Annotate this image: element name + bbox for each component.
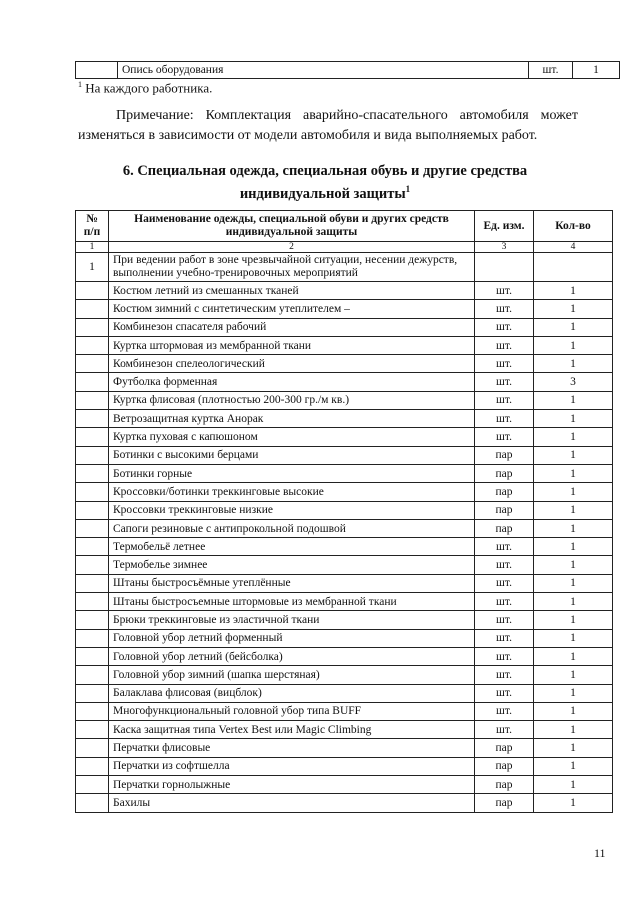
header-qty: Кол-во bbox=[534, 211, 613, 242]
table-row bbox=[76, 464, 613, 482]
row-qty-cell: 3 bbox=[534, 373, 613, 391]
row-number-cell bbox=[76, 464, 109, 482]
row-unit-cell: шт. bbox=[475, 684, 534, 702]
row-name-cell: Футболка форменная bbox=[109, 373, 475, 391]
row-number-cell bbox=[76, 519, 109, 537]
row-name-cell: Костюм летний из смешанных тканей bbox=[109, 282, 475, 300]
row-qty-cell: 1 bbox=[534, 446, 613, 464]
row-name-cell: Комбинезон спасателя рабочий bbox=[109, 318, 475, 336]
row-number-cell bbox=[76, 776, 109, 794]
row-unit-cell: шт. bbox=[475, 574, 534, 592]
table-row bbox=[76, 684, 613, 702]
row-qty-cell: 1 bbox=[534, 336, 613, 354]
row-qty-cell: 1 bbox=[534, 721, 613, 739]
row-name-cell: Термобелье зимнее bbox=[109, 556, 475, 574]
row-unit-cell: шт. bbox=[475, 391, 534, 409]
row-unit-cell: пар bbox=[475, 757, 534, 775]
column-number: 3 bbox=[475, 242, 534, 253]
row-number-cell bbox=[76, 391, 109, 409]
table-row bbox=[76, 446, 613, 464]
footnote-text: На каждого работника. bbox=[85, 80, 213, 96]
row-unit-cell: шт. bbox=[475, 611, 534, 629]
header-name: Наименование одежды, специальной обуви и других средств индивидуальной защиты bbox=[109, 211, 475, 242]
table-row bbox=[76, 611, 613, 629]
row-number-cell bbox=[76, 721, 109, 739]
ppe-table bbox=[75, 210, 613, 813]
row-number-cell bbox=[76, 501, 109, 519]
row-name-cell: Штаны быстросъёмные утеплённые bbox=[109, 574, 475, 592]
row-name-cell: Термобельё летнее bbox=[109, 538, 475, 556]
row-qty-cell: 1 bbox=[534, 538, 613, 556]
row-number-cell bbox=[76, 629, 109, 647]
section-row-text: При ведении работ в зоне чрезвычайной ситуации, несении дежурств, выполнении учебно-тренировочных мероприятий bbox=[109, 253, 475, 282]
row-unit-cell: шт. bbox=[475, 538, 534, 556]
row-name-cell: Брюки треккинговые из эластичной ткани bbox=[109, 611, 475, 629]
table-row bbox=[76, 62, 620, 79]
table-row bbox=[76, 629, 613, 647]
row-name-cell: Многофункциональный головной убор типа BUFF bbox=[109, 702, 475, 720]
row-number-cell bbox=[76, 794, 109, 812]
table-header-row bbox=[76, 211, 613, 242]
row-unit-cell: шт. bbox=[475, 721, 534, 739]
table-row bbox=[76, 373, 613, 391]
row-qty-cell: 1 bbox=[534, 629, 613, 647]
row-unit-cell: пар bbox=[475, 446, 534, 464]
row-qty-cell: 1 bbox=[534, 519, 613, 537]
row-number-cell bbox=[76, 336, 109, 354]
table-row bbox=[76, 739, 613, 757]
row-qty-cell: 1 bbox=[534, 391, 613, 409]
section-row-number: 1 bbox=[76, 253, 109, 282]
row-unit-cell: пар bbox=[475, 464, 534, 482]
table-row bbox=[76, 776, 613, 794]
row-name-cell: Ботинки с высокими берцами bbox=[109, 446, 475, 464]
row-name-cell: Сапоги резиновые с антипрокольной подошвой bbox=[109, 519, 475, 537]
table-row bbox=[76, 391, 613, 409]
table-row bbox=[76, 282, 613, 300]
row-unit-cell: шт. bbox=[475, 629, 534, 647]
row-unit-cell: шт. bbox=[475, 282, 534, 300]
row-qty-cell: 1 bbox=[534, 776, 613, 794]
section-row-qty bbox=[534, 253, 613, 282]
row-qty-cell: 1 bbox=[534, 501, 613, 519]
section-title: 6. Специальная одежда, специальная обувь и другие средства индивидуальной защиты bbox=[122, 163, 528, 202]
table-row bbox=[76, 647, 613, 665]
row-number-cell bbox=[76, 684, 109, 702]
row-name-cell: Бахилы bbox=[109, 794, 475, 812]
table-row bbox=[76, 410, 613, 428]
row-qty-cell: 1 bbox=[534, 666, 613, 684]
equipment-table-tail bbox=[75, 61, 620, 79]
section-footnote-mark: 1 bbox=[405, 184, 411, 194]
row-unit-cell: шт. bbox=[529, 62, 573, 79]
column-number: 2 bbox=[109, 242, 475, 253]
row-name-cell: Кроссовки/ботинки треккинговые высокие bbox=[109, 483, 475, 501]
row-number-cell bbox=[76, 647, 109, 665]
row-name-cell: Ботинки горные bbox=[109, 464, 475, 482]
header-unit: Ед. изм. bbox=[475, 211, 534, 242]
row-unit-cell: пар bbox=[475, 739, 534, 757]
footnote bbox=[78, 80, 212, 96]
row-unit-cell: пар bbox=[475, 794, 534, 812]
row-name-cell: Опись оборудования bbox=[118, 62, 529, 79]
table-row bbox=[76, 501, 613, 519]
table-row bbox=[76, 336, 613, 354]
row-qty-cell: 1 bbox=[534, 464, 613, 482]
row-number-cell bbox=[76, 282, 109, 300]
row-name-cell: Головной убор летний (бейсболка) bbox=[109, 647, 475, 665]
row-name-cell: Кроссовки треккинговые низкие bbox=[109, 501, 475, 519]
row-name-cell: Перчатки горнолыжные bbox=[109, 776, 475, 794]
row-unit-cell: шт. bbox=[475, 556, 534, 574]
row-unit-cell: пар bbox=[475, 501, 534, 519]
row-qty-cell: 1 bbox=[534, 593, 613, 611]
row-number-cell bbox=[76, 373, 109, 391]
row-number-cell bbox=[76, 757, 109, 775]
row-name-cell: Головной убор летний форменный bbox=[109, 629, 475, 647]
row-qty-cell: 1 bbox=[534, 794, 613, 812]
row-unit-cell: шт. bbox=[475, 647, 534, 665]
column-number: 1 bbox=[76, 242, 109, 253]
table-body bbox=[76, 253, 613, 813]
section-row bbox=[76, 253, 613, 282]
row-qty-cell: 1 bbox=[534, 483, 613, 501]
table-row bbox=[76, 300, 613, 318]
row-qty-cell: 1 bbox=[534, 739, 613, 757]
row-number-cell bbox=[76, 446, 109, 464]
row-unit-cell: шт. bbox=[475, 355, 534, 373]
row-unit-cell: пар bbox=[475, 776, 534, 794]
row-number-cell bbox=[76, 611, 109, 629]
row-qty-cell: 1 bbox=[534, 702, 613, 720]
row-unit-cell: шт. bbox=[475, 300, 534, 318]
row-qty-cell: 1 bbox=[534, 611, 613, 629]
row-number-cell bbox=[76, 355, 109, 373]
note-paragraph: Примечание: Комплектация аварийно-спасательного автомобиля может изменяться в зависимости от модели автомобиля и вида выполняемых работ. bbox=[78, 108, 578, 143]
row-number-cell bbox=[76, 428, 109, 446]
row-unit-cell: пар bbox=[475, 519, 534, 537]
table-row bbox=[76, 483, 613, 501]
row-name-cell: Головной убор зимний (шапка шерстяная) bbox=[109, 666, 475, 684]
table-row bbox=[76, 318, 613, 336]
row-name-cell: Комбинезон спелеологический bbox=[109, 355, 475, 373]
row-unit-cell: шт. bbox=[475, 336, 534, 354]
table-row bbox=[76, 593, 613, 611]
table-row bbox=[76, 666, 613, 684]
table-row bbox=[76, 428, 613, 446]
row-qty-cell: 1 bbox=[534, 355, 613, 373]
row-name-cell: Перчатки из софтшелла bbox=[109, 757, 475, 775]
row-number-cell bbox=[76, 538, 109, 556]
row-number-cell bbox=[76, 739, 109, 757]
section-row-unit bbox=[475, 253, 534, 282]
table-row bbox=[76, 702, 613, 720]
row-unit-cell: шт. bbox=[475, 666, 534, 684]
row-qty-cell: 1 bbox=[534, 757, 613, 775]
row-number-cell bbox=[76, 300, 109, 318]
row-name-cell: Куртка флисовая (плотностью 200-300 гр./м кв.) bbox=[109, 391, 475, 409]
page-number: 11 bbox=[594, 846, 606, 860]
row-number-cell bbox=[76, 574, 109, 592]
row-qty-cell: 1 bbox=[534, 428, 613, 446]
row-name-cell: Куртка пуховая с капюшоном bbox=[109, 428, 475, 446]
row-qty-cell: 1 bbox=[534, 647, 613, 665]
row-name-cell: Костюм зимний с синтетическим утеплителем – bbox=[109, 300, 475, 318]
row-number-cell bbox=[76, 410, 109, 428]
row-number-cell bbox=[76, 556, 109, 574]
row-qty-cell: 1 bbox=[534, 300, 613, 318]
footnote-mark: 1 bbox=[78, 80, 82, 89]
row-unit-cell: шт. bbox=[475, 428, 534, 446]
row-number-cell bbox=[76, 62, 118, 79]
column-number: 4 bbox=[534, 242, 613, 253]
section-heading bbox=[100, 162, 550, 203]
row-number-cell bbox=[76, 666, 109, 684]
row-number-cell bbox=[76, 483, 109, 501]
row-qty-cell: 1 bbox=[534, 574, 613, 592]
table-row bbox=[76, 574, 613, 592]
row-name-cell: Ветрозащитная куртка Анорак bbox=[109, 410, 475, 428]
table-row bbox=[76, 519, 613, 537]
table-row bbox=[76, 556, 613, 574]
table-row bbox=[76, 355, 613, 373]
row-qty-cell: 1 bbox=[534, 684, 613, 702]
row-qty-cell: 1 bbox=[534, 410, 613, 428]
row-qty-cell: 1 bbox=[534, 282, 613, 300]
column-number-row bbox=[76, 242, 613, 253]
row-unit-cell: шт. bbox=[475, 373, 534, 391]
table-row bbox=[76, 721, 613, 739]
row-unit-cell: шт. bbox=[475, 318, 534, 336]
row-unit-cell: шт. bbox=[475, 702, 534, 720]
row-name-cell: Каска защитная типа Vertex Best или Magic Climbing bbox=[109, 721, 475, 739]
row-unit-cell: шт. bbox=[475, 593, 534, 611]
table-row bbox=[76, 794, 613, 812]
row-qty-cell: 1 bbox=[534, 556, 613, 574]
row-name-cell: Перчатки флисовые bbox=[109, 739, 475, 757]
row-unit-cell: пар bbox=[475, 483, 534, 501]
row-number-cell bbox=[76, 702, 109, 720]
table-row bbox=[76, 538, 613, 556]
header-num: № п/п bbox=[76, 211, 109, 242]
table-row bbox=[76, 757, 613, 775]
row-qty-cell: 1 bbox=[573, 62, 620, 79]
row-name-cell: Куртка штормовая из мембранной ткани bbox=[109, 336, 475, 354]
row-name-cell: Балаклава флисовая (вицблок) bbox=[109, 684, 475, 702]
row-unit-cell: шт. bbox=[475, 410, 534, 428]
row-qty-cell: 1 bbox=[534, 318, 613, 336]
row-name-cell: Штаны быстросъемные штормовые из мембранной ткани bbox=[109, 593, 475, 611]
row-number-cell bbox=[76, 593, 109, 611]
row-number-cell bbox=[76, 318, 109, 336]
